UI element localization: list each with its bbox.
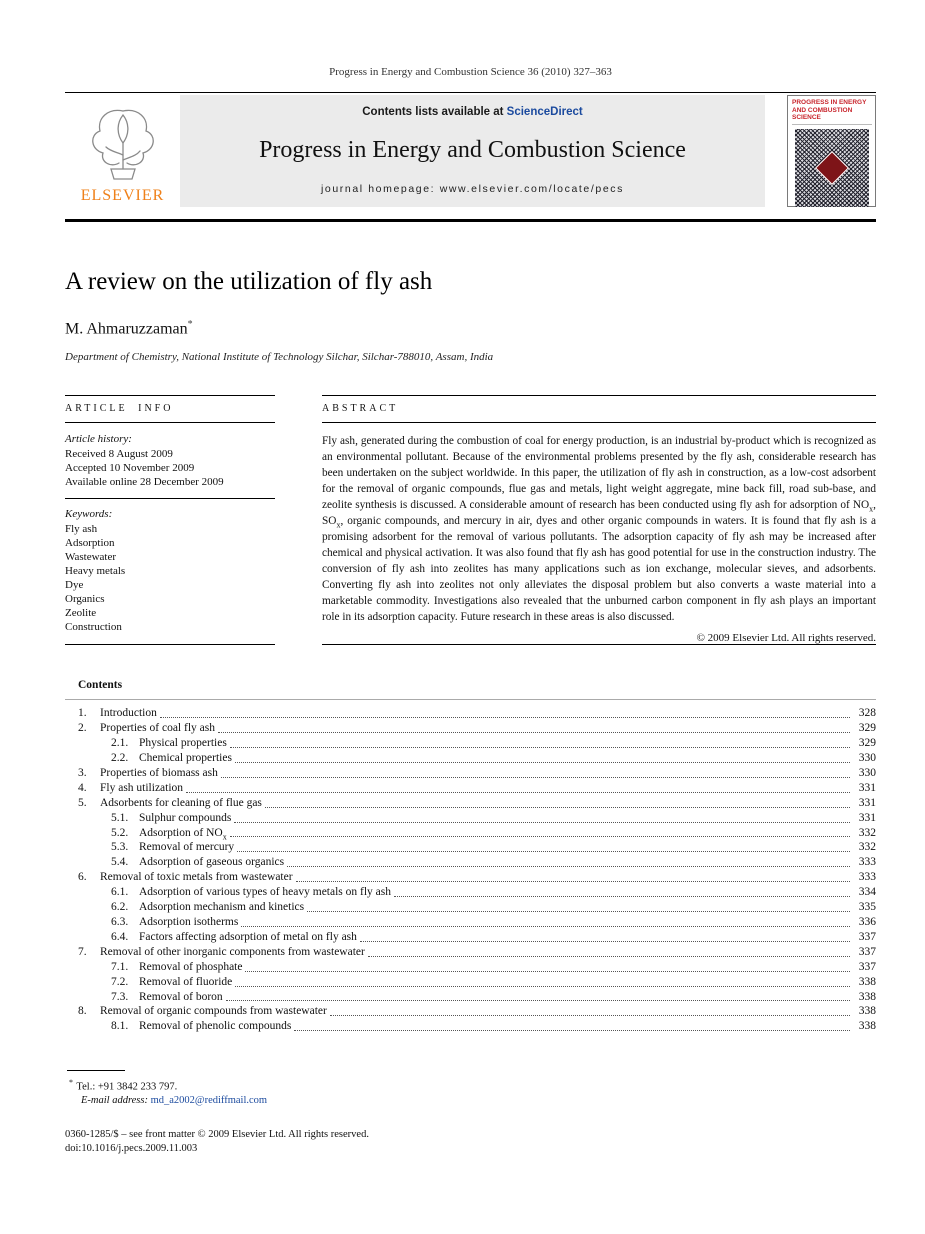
toc-number: 6.4. — [111, 930, 129, 943]
cover-title: PROGRESS IN ENERGY AND COMBUSTION SCIENCE — [792, 99, 872, 125]
toc-label — [139, 840, 234, 855]
toc-page-number: 333 — [858, 856, 876, 869]
toc-label — [100, 766, 218, 781]
toc-label — [139, 930, 357, 945]
toc-entry[interactable] — [78, 840, 876, 855]
toc-number: 6.3. — [111, 916, 129, 929]
toc-entry[interactable] — [78, 1004, 876, 1019]
contents-lists-line — [362, 106, 583, 118]
toc-page-number: 331 — [858, 811, 876, 824]
author-name — [65, 319, 876, 338]
toc-label — [139, 811, 231, 826]
toc-label — [139, 855, 284, 870]
keyword-item: Heavy metals — [65, 565, 126, 578]
journal-cover-thumbnail[interactable] — [787, 95, 876, 207]
toc-label-text: Adsorption of various types of heavy metals on fly ash — [139, 886, 391, 899]
toc-number: 7.2. — [111, 975, 129, 988]
toc-entry[interactable] — [78, 751, 876, 766]
toc-dot-leader — [237, 848, 850, 852]
banner-center — [180, 95, 765, 207]
toc-label-text: Removal of toxic metals from wastewater — [100, 871, 293, 884]
abstract-body — [322, 423, 876, 644]
toc-page-number: 330 — [858, 752, 876, 765]
toc-dot-leader — [235, 759, 850, 763]
article-info-divider — [65, 498, 275, 499]
toc-page-number: 335 — [858, 901, 876, 914]
toc-dot-leader — [186, 789, 850, 793]
toc-page-number: 332 — [858, 841, 876, 854]
toc-label — [139, 1019, 291, 1034]
toc-number: 6.1. — [111, 886, 129, 899]
toc-number: 5.3. — [111, 841, 129, 854]
toc-number: 1. — [78, 707, 87, 720]
toc-page-number: 337 — [858, 945, 876, 958]
toc-page-number: 337 — [858, 930, 876, 943]
toc-page-number: 331 — [858, 781, 876, 794]
info-abstract-row — [65, 395, 876, 645]
article-info-section — [65, 395, 275, 645]
imprint-issn-line: 0360-1285/$ – see front matter © 2009 Elsevier Ltd. All rights reserved. — [65, 1128, 369, 1140]
elsevier-tree-icon — [77, 105, 169, 185]
toc-entry[interactable] — [78, 870, 876, 885]
toc-page-number: 338 — [858, 1020, 876, 1033]
toc-entry[interactable] — [78, 766, 876, 781]
toc-number: 7. — [78, 945, 87, 958]
toc-dot-leader — [160, 714, 850, 718]
article-title: A review on the utilization of fly ash — [65, 268, 433, 295]
toc-dot-leader — [245, 968, 850, 972]
tel-text: Tel.: +91 3842 233 797. — [74, 1081, 178, 1093]
toc-number: 7.1. — [111, 960, 129, 973]
toc-label — [100, 706, 157, 721]
toc-entry[interactable] — [78, 915, 876, 930]
keyword-item: Organics — [65, 593, 105, 606]
journal-title: Progress in Energy and Combustion Science — [259, 137, 686, 163]
toc-number: 4. — [78, 781, 87, 794]
toc-label-text: Removal of boron — [139, 990, 223, 1003]
keyword-item: Fly ash — [65, 523, 98, 536]
toc-dot-leader — [394, 893, 850, 897]
toc-page-number: 330 — [858, 766, 876, 779]
toc-dot-leader — [235, 983, 850, 987]
toc-label — [139, 751, 232, 766]
abstract-subscript: x — [336, 520, 341, 530]
toc-entry[interactable] — [78, 855, 876, 870]
sciencedirect-link[interactable]: ScienceDirect — [506, 106, 583, 118]
toc-label-text: Properties of coal fly ash — [100, 722, 215, 735]
toc-number: 8. — [78, 1005, 87, 1018]
toc-entry[interactable] — [78, 1019, 876, 1034]
toc-number: 2.1. — [111, 737, 129, 750]
toc-label — [100, 721, 215, 736]
toc-label-text: Adsorption mechanism and kinetics — [139, 901, 305, 914]
toc-label — [100, 1004, 327, 1019]
toc-label — [100, 870, 293, 885]
toc-number: 7.3. — [111, 990, 129, 1003]
toc-dot-leader — [230, 833, 850, 837]
toc-number: 2.2. — [111, 752, 129, 765]
cover-art — [795, 129, 869, 207]
toc-label-text: Removal of phenolic compounds — [139, 1020, 292, 1033]
abstract-subscript: x — [869, 504, 874, 514]
toc-entry[interactable] — [78, 975, 876, 990]
history-line: Accepted 10 November 2009 — [65, 462, 195, 475]
toc-entry[interactable] — [78, 721, 876, 736]
toc-label-text: Removal of mercury — [139, 841, 235, 854]
toc-entry[interactable] — [78, 781, 876, 796]
toc-page-number: 337 — [858, 960, 876, 973]
toc-page-number: 332 — [858, 826, 876, 839]
toc-label-subscript: x — [222, 831, 227, 841]
toc-label — [139, 990, 223, 1005]
toc-label-text: Physical properties — [139, 737, 227, 750]
email-link[interactable]: md_a2002@rediffmail.com — [150, 1095, 268, 1107]
toc-label-text: Adsorption isotherms — [139, 916, 239, 929]
toc-label — [139, 826, 227, 841]
tel-footnote — [69, 1076, 876, 1094]
journal-banner — [65, 95, 876, 207]
toc-label — [139, 900, 304, 915]
toc-page-number: 338 — [858, 1005, 876, 1018]
column-gap — [275, 395, 322, 645]
toc-page-number: 338 — [858, 990, 876, 1003]
imprint-block — [65, 1128, 876, 1156]
toc-label — [139, 885, 391, 900]
toc-label — [100, 781, 183, 796]
keyword-item: Construction — [65, 621, 122, 634]
toc-label-text: Adsorption of gaseous organics — [139, 856, 285, 869]
toc-number: 5.2. — [111, 826, 129, 839]
toc-entry[interactable] — [78, 826, 876, 841]
toc-label-text: Chemical properties — [139, 752, 232, 765]
article-history-label: Article history: — [65, 433, 132, 446]
toc-label — [100, 945, 365, 960]
affiliation: Department of Chemistry, National Institute of Technology Silchar, Silchar-788010, Assam, India — [65, 351, 494, 364]
abstract-part: Fly ash, generated during the combustion of coal for energy production, is an industrial by-product which is recognized as an environmental pollutant. Because of the environmental problems presented by the fly ash, considerable research has been undertaken on the subject worldwide. In this paper, the utilization of fly ash in construction, as a low-cost adsorbent for the removal of organic compounds, flue gas and metals, light weight aggregate, mine back fill, road sub-base, and zeolite synthesis is discussed. A considerable amount of research has been conducted using fly ash for adsorption of NO — [322, 435, 876, 512]
running-head: Progress in Energy and Combustion Science 36 (2010) 327–363 — [329, 66, 612, 78]
toc-entry[interactable] — [78, 706, 876, 721]
toc-entry[interactable] — [78, 796, 876, 811]
toc-dot-leader — [360, 938, 850, 942]
author-text: M. Ahmaruzzaman — [65, 320, 188, 338]
corresponding-author-mark[interactable]: * — [187, 319, 193, 330]
history-line: Received 8 August 2009 — [65, 448, 173, 461]
toc-label-text: Sulphur compounds — [139, 811, 232, 824]
keyword-item: Zeolite — [65, 607, 97, 620]
toc-number: 5.4. — [111, 856, 129, 869]
toc-page-number: 331 — [858, 796, 876, 809]
toc-number: 2. — [78, 722, 87, 735]
toc-page-number: 333 — [858, 871, 876, 884]
toc-dot-leader — [218, 729, 850, 733]
history-line: Available online 28 December 2009 — [65, 476, 224, 489]
toc-number: 6.2. — [111, 901, 129, 914]
toc-entry[interactable] — [78, 930, 876, 945]
toc-entry[interactable] — [78, 811, 876, 826]
toc-number: 5. — [78, 796, 87, 809]
abstract-part: , organic compounds, and mercury in air, dyes and other organic compounds in waters. It is found that fly ash is a promising adsorbent for the removal of various pollutants. The adsorption capacity of fly ash may be increased after chemical and physical activation. It was also found that fly ash has good potential for use in the construction industry. The conversion of fly ash into zeolites has many applications such as ion exchange, molecular sieves, and adsorbents. Converting fly ash into zeolites not only alleviates the disposal problem but also converts a waste material into a marketable commodity. Investigations also revealed that the unburned carbon component in fly ash plays an important role in its adsorption capacity. Future research in these areas is also discussed. — [322, 515, 876, 624]
toc-dot-leader — [294, 1027, 850, 1031]
toc-number: 5.1. — [111, 811, 129, 824]
toc-label-text: Factors affecting adsorption of metal on fly ash — [139, 930, 357, 943]
toc-number: 3. — [78, 766, 87, 779]
contents-top-rule — [65, 699, 876, 700]
keywords-list — [65, 522, 275, 634]
toc-label-text: Adsorption of NO — [139, 826, 223, 839]
cover-diamond-icon — [815, 151, 849, 185]
elsevier-logo — [65, 95, 180, 207]
toc-page-number: 338 — [858, 975, 876, 988]
copyright-line: © 2009 Elsevier Ltd. All rights reserved. — [696, 632, 876, 645]
journal-homepage-link[interactable]: journal homepage: www.elsevier.com/locate/pecs — [321, 183, 624, 195]
footnote-rule — [67, 1070, 125, 1071]
contents-heading: Contents — [78, 679, 123, 692]
keyword-item: Dye — [65, 579, 84, 592]
toc-label-text: Fly ash utilization — [100, 781, 184, 794]
toc-entry[interactable] — [78, 885, 876, 900]
imprint-doi-line: doi:10.1016/j.pecs.2009.11.003 — [65, 1142, 198, 1154]
toc-page-number: 329 — [858, 722, 876, 735]
article-info-body — [65, 423, 275, 634]
abstract-heading: ABSTRACT — [322, 395, 876, 423]
toc-label-text: Removal of phosphate — [139, 960, 243, 973]
table-of-contents — [65, 706, 876, 1034]
toc-label-text: Removal of fluoride — [139, 975, 233, 988]
abstract-text — [322, 433, 876, 625]
toc-dot-leader — [296, 878, 850, 882]
toc-page-number: 334 — [858, 886, 876, 899]
contents-lists-text: Contents lists available at — [362, 106, 507, 118]
toc-page-number: 336 — [858, 916, 876, 929]
keyword-item: Adsorption — [65, 537, 115, 550]
toc-label-text: Removal of other inorganic components from wastewater — [100, 945, 365, 958]
toc-number: 6. — [78, 871, 87, 884]
toc-label-text: Removal of organic compounds from wastewater — [100, 1005, 327, 1018]
toc-dot-leader — [307, 908, 850, 912]
toc-dot-leader — [368, 953, 850, 957]
toc-entry[interactable] — [78, 960, 876, 975]
article-info-heading: ARTICLE INFO — [65, 395, 275, 423]
toc-dot-leader — [234, 819, 850, 823]
toc-dot-leader — [241, 923, 850, 927]
toc-label — [139, 915, 238, 930]
keyword-item: Wastewater — [65, 551, 117, 564]
toc-label-text: Introduction — [100, 707, 157, 720]
toc-label — [139, 975, 232, 990]
footnote-block — [65, 1070, 876, 1108]
header-top-rule — [65, 92, 876, 93]
toc-number: 8.1. — [111, 1020, 129, 1033]
toc-label — [100, 796, 262, 811]
toc-dot-leader — [265, 804, 850, 808]
toc-dot-leader — [221, 774, 850, 778]
toc-label-text: Properties of biomass ash — [100, 766, 218, 779]
toc-label-text: Adsorbents for cleaning of flue gas — [100, 796, 262, 809]
keywords-label: Keywords: — [65, 508, 113, 521]
email-label: E-mail address: — [81, 1095, 148, 1107]
toc-entry[interactable] — [78, 736, 876, 751]
elsevier-wordmark: ELSEVIER — [80, 187, 165, 204]
banner-bottom-rule — [65, 219, 876, 222]
toc-dot-leader — [287, 863, 850, 867]
toc-entry[interactable] — [78, 990, 876, 1005]
article-history-list — [65, 447, 275, 489]
abstract-section — [322, 395, 876, 645]
toc-label — [139, 736, 227, 751]
toc-dot-leader — [226, 997, 850, 1001]
footnote-mark: * — [69, 1078, 73, 1088]
toc-entry[interactable] — [78, 945, 876, 960]
toc-page-number: 329 — [858, 737, 876, 750]
toc-entry[interactable] — [78, 900, 876, 915]
toc-page-number: 328 — [858, 707, 876, 720]
abstract-part: , SO — [322, 499, 876, 528]
toc-dot-leader — [330, 1012, 850, 1016]
toc-label — [139, 960, 242, 975]
toc-dot-leader — [230, 744, 850, 748]
email-footnote — [81, 1094, 876, 1108]
